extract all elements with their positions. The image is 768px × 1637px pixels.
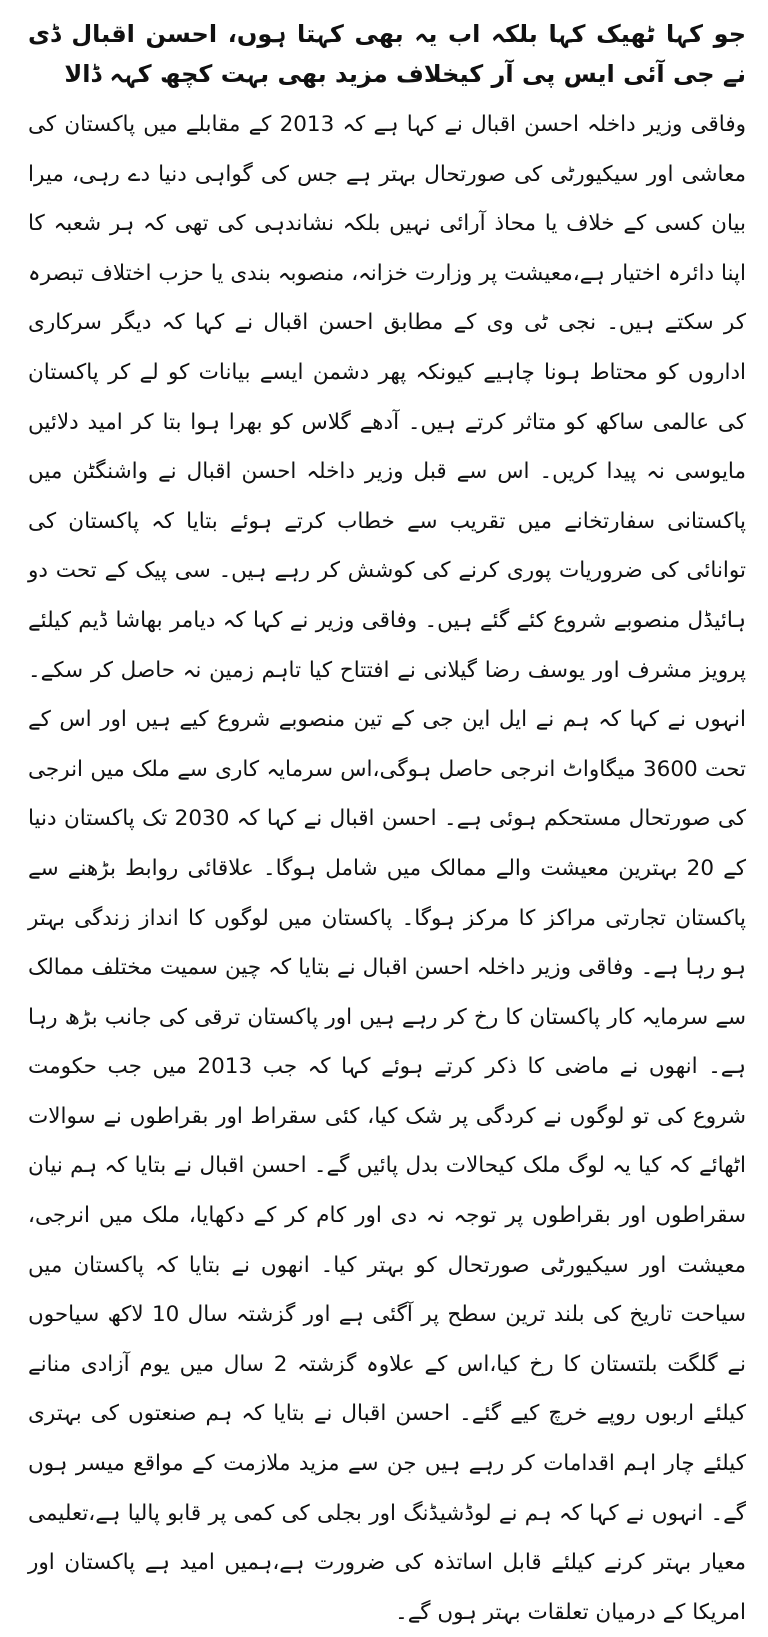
article-headline: جو کہا ٹھیک کہا بلکہ اب یہ بھی کہتا ہوں، احسن اقبال ڈی نے جی آئی ایس پی آر کیخلاف مزید بھی بہت کچھ کہہ ڈالا bbox=[28, 20, 746, 88]
article-body: وفاقی وزیر داخلہ احسن اقبال نے کہا ہے کہ 2013 کے مقابلے میں پاکستان کی معاشی اور سیکیورٹی کی صورتحال بہتر ہے جس کی گواہی دنیا دے رہی، میرا بیان کسی کے خلاف یا محاذ آرائی نہیں بلکہ نشاندہی کی تھی کہ ہر شعبہ کا اپنا دائرہ اختیار ہے،معیشت پر وزارت خزانہ، منصوبہ بندی یا حزب اختلاف تبصرہ کر سکتے ہیں۔ نجی ٹی وی کے مطابق احسن اقبال نے کہا کہ دیگر سرکاری اداروں کو محتاط ہونا چاہیے کیونکہ پھر دشمن ایسے بیانات کو لے کر پاکستان کی عالمی ساکھ کو متاثر کرتے ہیں۔ آدھے گلاس کو بھرا ہوا بتا کر امید دلائیں مایوسی نہ پیدا کریں۔ اس سے قبل وزیر داخلہ احسن اقبال نے واشنگٹن میں پاکستانی سفارتخانے میں تقریب سے خطاب کرتے ہوئے بتایا کہ پاکستان کی توانائی کی ضروریات پوری کرنے کی کوشش کر رہے ہیں۔ سی پیک کے تحت دو ہائیڈل منصوبے شروع کئے گئے ہیں۔ وفاقی وزیر نے کہا کہ دیامر بھاشا ڈیم کیلئے پرویز مشرف اور یوسف رضا گیلانی نے افتتاح کیا تاہم زمین نہ حاصل کر سکے۔ انہوں نے کہا کہ ہم نے ایل این جی کے تین منصوبے شروع کیے ہیں اور اس کے تحت 3600 میگاواٹ انرجی حاصل ہوگی،اس سرمایہ کاری سے ملک میں انرجی کی صورتحال مستحکم ہوئی ہے۔ احسن اقبال نے کہا کہ 2030 تک پاکستان دنیا کے 20 بہترین معیشت والے ممالک میں شامل ہوگا۔ علاقائی روابط بڑھنے سے پاکستان تجارتی مراکز کا مرکز ہوگا۔ پاکستان میں لوگوں کا انداز زندگی بہتر ہو رہا ہے۔ وفاقی وزیر داخلہ احسن اقبال نے بتایا کہ چین سمیت مختلف ممالک سے سرمایہ کار پاکستان کا رخ کر رہے ہیں اور پاکستان ترقی کی جانب بڑھ رہا ہے۔ انھوں نے ماضی کا ذکر کرتے ہوئے کہا کہ جب 2013 میں جب حکومت شروع کی تو لوگوں نے کردگی پر شک کیا، کئی سقراط اور بقراطوں نے سوالات اٹھائے کہ کیا یہ لوگ ملک کیحالات بدل پائیں گے۔ احسن اقبال نے بتایا کہ ہم نیان سقراطوں اور بقراطوں پر توجہ نہ دی اور کام کر کے دکھایا، ملک میں انرجی، معیشت اور سیکیورٹی صورتحال کو بہتر کیا۔ انھوں نے بتایا کہ پاکستان میں سیاحت تاریخ کی بلند ترین سطح پر آگئی ہے اور گزشتہ سال 10 لاکھ سیاحوں نے گلگت بلتستان کا رخ کیا،اس کے علاوہ گزشتہ 2 سال میں یوم آزادی منانے کیلئے اربوں روپے خرچ کیے گئے۔ احسن اقبال نے بتایا کہ ہم صنعتوں کی بہتری کیلئے چار اہم اقدامات کر رہے ہیں جن سے مزید ملازمت کے مواقع میسر ہوں گے۔ انہوں نے کہا کہ ہم نے لوڈشیڈنگ اور بجلی کی کمی پر قابو پالیا ہے،تعلیمی معیار بہتر کرنے کیلئے قابل اساتذہ کی ضرورت ہے،ہمیں امید ہے پاکستان اور امریکا کے درمیان تعلقات بہتر ہوں گے۔ bbox=[28, 112, 747, 1625]
